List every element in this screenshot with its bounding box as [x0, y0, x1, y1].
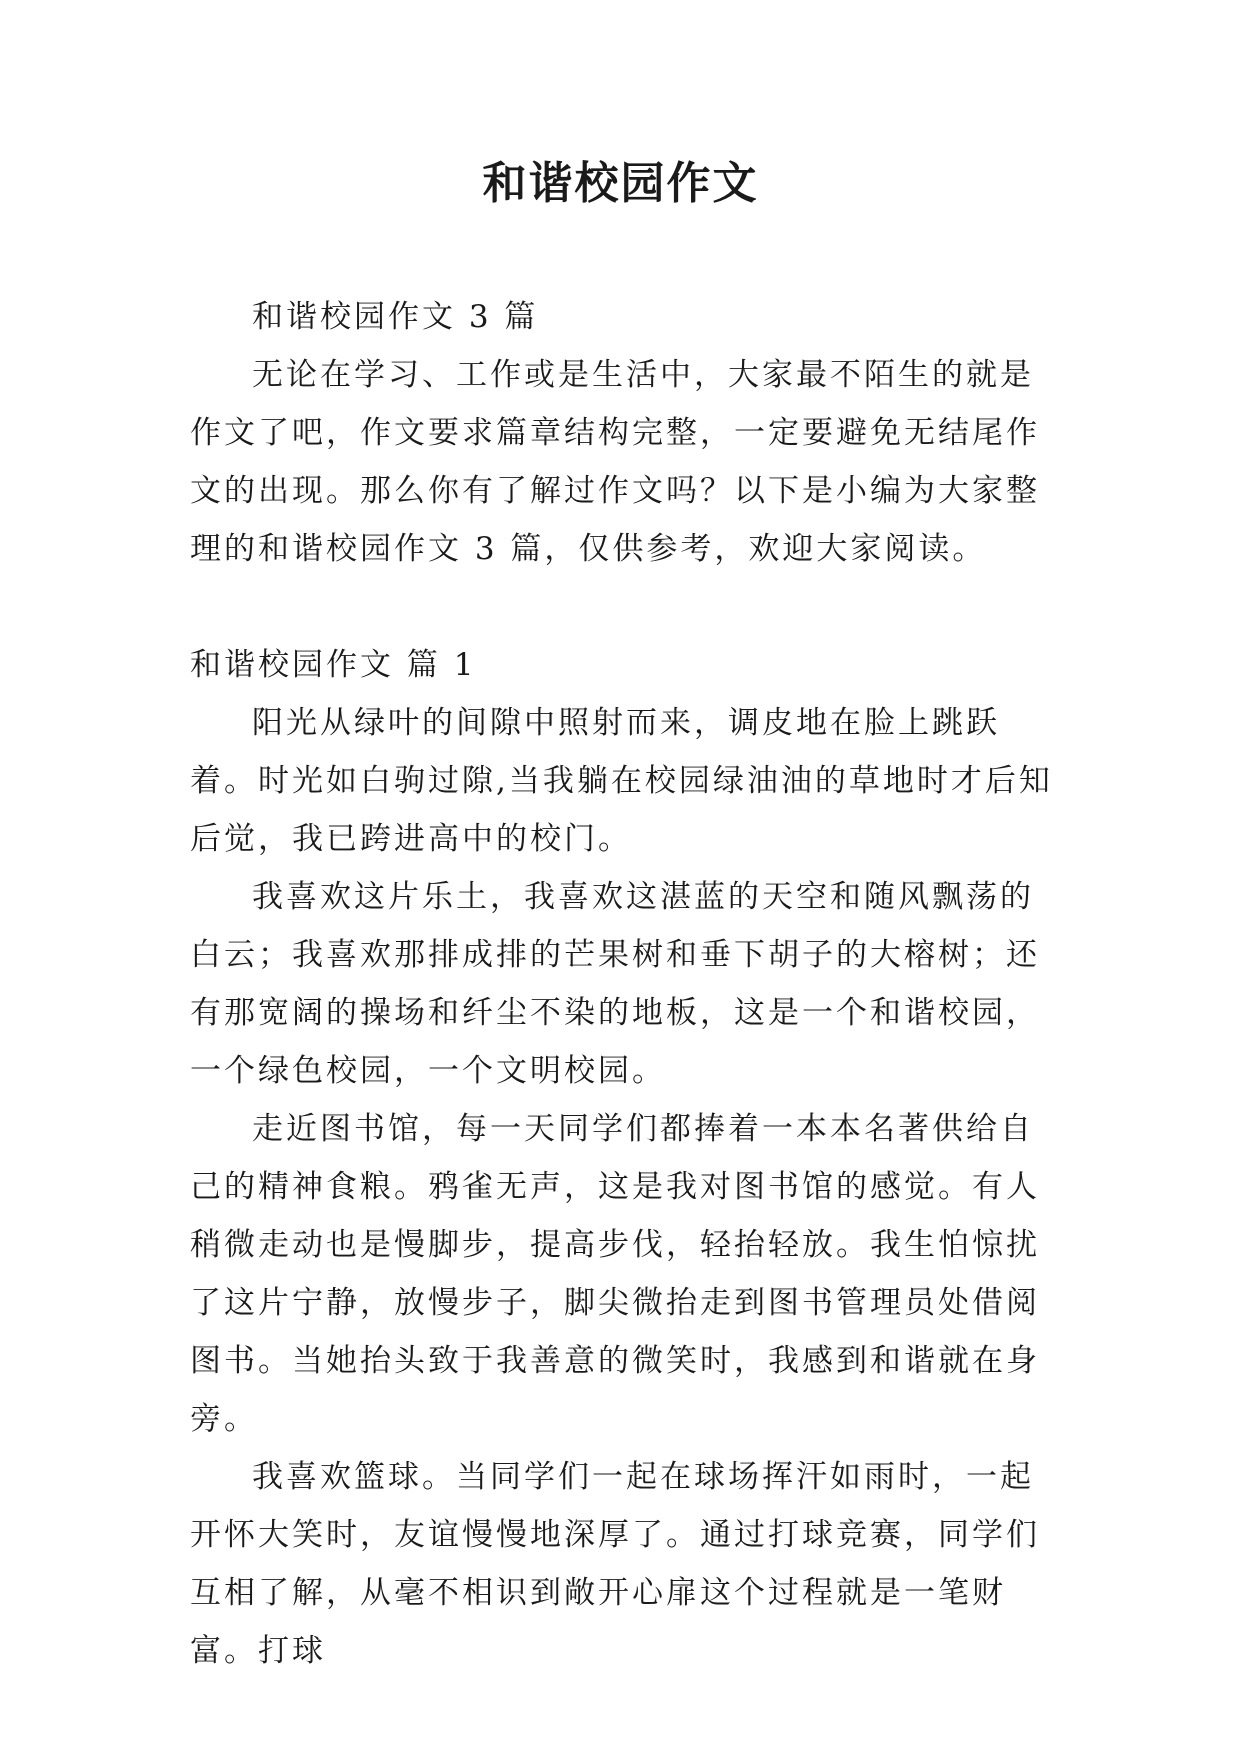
- document-subtitle: 和谐校园作文 3 篇: [252, 299, 539, 335]
- section-spacer: [190, 578, 1060, 636]
- body-paragraph: 阳光从绿叶的间隙中照射而来，调皮地在脸上跳跃着。时光如白驹过隙,当我躺在校园绿油油的草地时才后知后觉，我已跨进高中的校门。: [190, 705, 1053, 857]
- body-paragraph: 我喜欢篮球。当同学们一起在球场挥汗如雨时，一起开怀大笑时，友谊慢慢地深厚了。通过打球竞赛，同学们互相了解，从毫不相识到敞开心扉这个过程就是一笔财富。打球: [190, 1459, 1040, 1669]
- section-heading: 和谐校园作文 篇 1: [190, 647, 477, 683]
- body-paragraph: 我喜欢这片乐土，我喜欢这湛蓝的天空和随风飘荡的白云；我喜欢那排成排的芒果树和垂下胡子的大榕树；还有那宽阔的操场和纤尘不染的地板，这是一个和谐校园，一个绿色校园，一个文明校园。: [190, 879, 1040, 1089]
- intro-paragraph: 无论在学习、工作或是生活中，大家最不陌生的就是作文了吧，作文要求篇章结构完整，一定要避免无结尾作文的出现。那么你有了解过作文吗？以下是小编为大家整理的和谐校园作文 3 篇，仅供参考，欢迎大家阅读。: [190, 357, 1040, 567]
- body-paragraph: 走近图书馆，每一天同学们都捧着一本本名著供给自己的精神食粮。鸦雀无声，这是我对图书馆的感觉。有人稍微走动也是慢脚步，提高步伐，轻抬轻放。我生怕惊扰了这片宁静，放慢步子，脚尖微抬走到图书管理员处借阅图书。当她抬头致于我善意的微笑时，我感到和谐就在身旁。: [190, 1111, 1040, 1437]
- document-body: [190, 288, 1060, 1680]
- document-title: 和谐校园作文: [482, 158, 759, 209]
